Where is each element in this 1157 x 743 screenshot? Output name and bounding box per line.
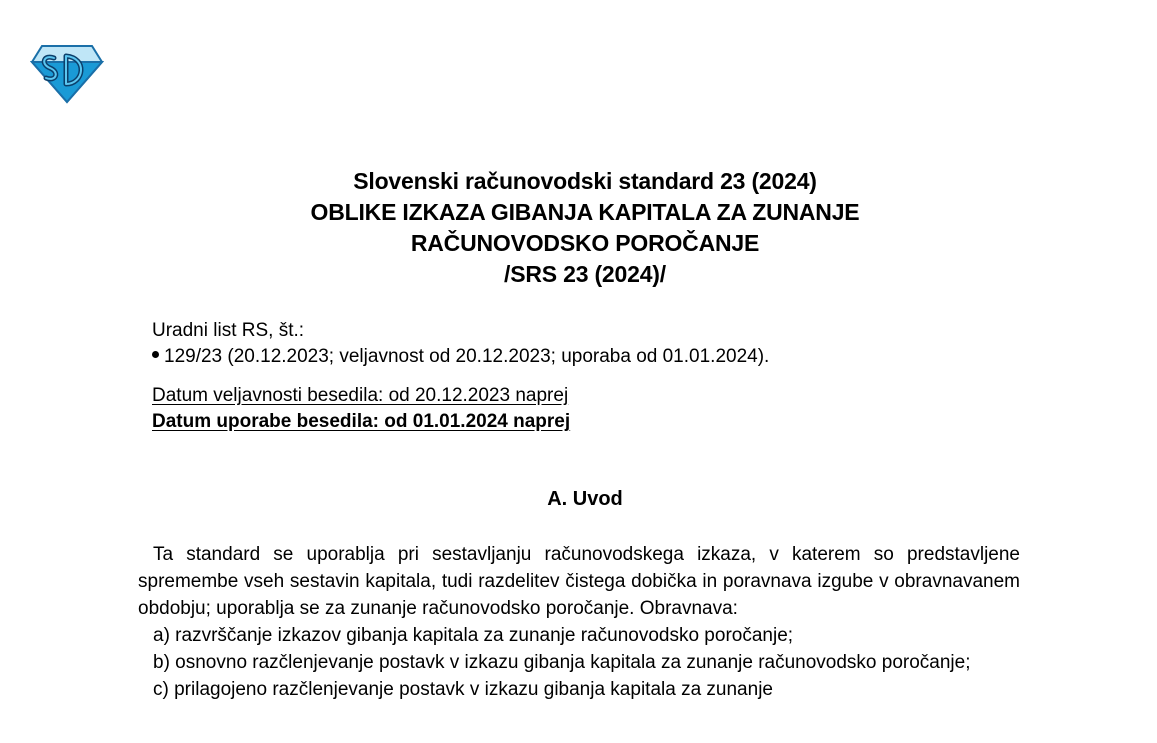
gazette-label: Uradni list RS, št.:	[152, 320, 305, 341]
title-line-1: Slovenski računovodski standard 23 (2024)	[353, 168, 817, 194]
gazette-info	[152, 318, 769, 370]
title-line-2: OBLIKE IZKAZA GIBANJA KAPITALA ZA ZUNANJE	[310, 199, 860, 225]
dates-block	[152, 383, 570, 435]
gazette-entry	[152, 344, 769, 370]
body-text	[138, 541, 1020, 703]
intro-paragraph: Ta standard se uporablja pri sestavljanju računovodskega izkaza, v katerem so predstavljene spremembe vseh sestavin kapitala, tudi razdelitev čistega dobička in poravnava izgube v obravnavanem obdobju; uporablja se za zunanje računovodsko poročanje. Obravnava:	[138, 544, 1020, 619]
title-line-4: /SRS 23 (2024)/	[504, 261, 666, 287]
application-date: Datum uporabe besedila: od 01.01.2024 naprej	[152, 411, 571, 432]
document-title	[0, 166, 1157, 290]
section-heading: A. Uvod	[547, 488, 623, 510]
title-line-3: RAČUNOVODSKO POROČANJE	[410, 230, 760, 256]
bullet-icon	[152, 351, 159, 358]
list-item: b) osnovno razčlenjevanje postavk v izkazu gibanja kapitala za zunanje računovodsko poročanje;	[153, 652, 971, 673]
sd-diamond-logo	[30, 44, 104, 104]
gazette-entry-text: 129/23 (20.12.2023; veljavnost od 20.12.2023; uporaba od 01.01.2024).	[164, 346, 770, 367]
list-item: a) razvrščanje izkazov gibanja kapitala za zunanje računovodsko poročanje;	[153, 625, 794, 646]
validity-date: Datum veljavnosti besedila: od 20.12.2023 naprej	[152, 385, 569, 406]
list-item: c) prilagojeno razčlenjevanje postavk v izkazu gibanja kapitala za zunanje	[153, 679, 773, 700]
